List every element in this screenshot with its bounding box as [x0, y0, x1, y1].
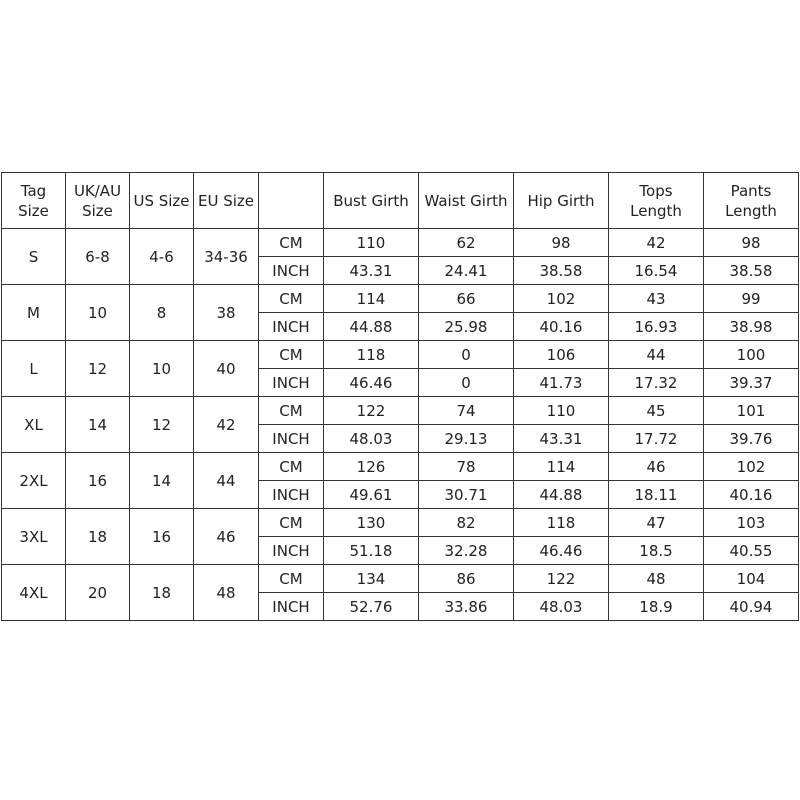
header-pants-length-line2: Length — [725, 201, 777, 220]
cell-bust-girth: 51.18 — [324, 537, 419, 565]
cell-hip-girth: 122 — [514, 565, 609, 593]
cell-uk-au-size: 18 — [66, 509, 130, 565]
cell-unit-cm: CM — [259, 397, 324, 425]
cell-tops-length: 44 — [609, 341, 704, 369]
cell-tops-length: 18.11 — [609, 481, 704, 509]
cell-bust-girth: 118 — [324, 341, 419, 369]
header-tag-size-line2: Size — [18, 201, 49, 220]
size-chart-table — [1, 172, 799, 621]
cell-waist-girth: 25.98 — [419, 313, 514, 341]
header-row — [2, 173, 799, 229]
cell-hip-girth: 110 — [514, 397, 609, 425]
header-uk-au-size-line2: Size — [82, 201, 113, 220]
cell-tops-length: 16.93 — [609, 313, 704, 341]
cell-tops-length: 18.9 — [609, 593, 704, 621]
cell-waist-girth: 74 — [419, 397, 514, 425]
table-row-cm — [2, 341, 799, 369]
cell-bust-girth: 44.88 — [324, 313, 419, 341]
cell-unit-inch: INCH — [259, 481, 324, 509]
header-tag-size-line1: Tag — [20, 181, 47, 200]
cell-waist-girth: 86 — [419, 565, 514, 593]
cell-pants-length: 39.76 — [704, 425, 799, 453]
cell-unit-cm: CM — [259, 285, 324, 313]
cell-tops-length: 42 — [609, 229, 704, 257]
cell-pants-length: 99 — [704, 285, 799, 313]
header-us-size: US Size — [130, 173, 194, 229]
cell-pants-length: 102 — [704, 453, 799, 481]
cell-tag-size: 3XL — [2, 509, 66, 565]
cell-pants-length: 40.94 — [704, 593, 799, 621]
cell-waist-girth: 0 — [419, 341, 514, 369]
cell-bust-girth: 126 — [324, 453, 419, 481]
cell-hip-girth: 106 — [514, 341, 609, 369]
cell-pants-length: 104 — [704, 565, 799, 593]
cell-hip-girth: 118 — [514, 509, 609, 537]
cell-hip-girth: 98 — [514, 229, 609, 257]
cell-uk-au-size: 20 — [66, 565, 130, 621]
cell-us-size: 10 — [130, 341, 194, 397]
cell-pants-length: 100 — [704, 341, 799, 369]
cell-waist-girth: 30.71 — [419, 481, 514, 509]
cell-unit-cm: CM — [259, 509, 324, 537]
cell-unit-cm: CM — [259, 229, 324, 257]
cell-bust-girth: 52.76 — [324, 593, 419, 621]
cell-eu-size: 40 — [194, 341, 259, 397]
header-pants-length — [704, 173, 799, 229]
header-waist-girth: Waist Girth — [419, 173, 514, 229]
cell-waist-girth: 24.41 — [419, 257, 514, 285]
cell-hip-girth: 41.73 — [514, 369, 609, 397]
cell-pants-length: 39.37 — [704, 369, 799, 397]
cell-bust-girth: 114 — [324, 285, 419, 313]
cell-unit-inch: INCH — [259, 257, 324, 285]
header-tops-length — [609, 173, 704, 229]
cell-tops-length: 43 — [609, 285, 704, 313]
cell-eu-size: 42 — [194, 397, 259, 453]
cell-bust-girth: 48.03 — [324, 425, 419, 453]
table-row-cm — [2, 565, 799, 593]
cell-pants-length: 40.55 — [704, 537, 799, 565]
cell-tag-size: 2XL — [2, 453, 66, 509]
cell-unit-cm: CM — [259, 453, 324, 481]
cell-hip-girth: 38.58 — [514, 257, 609, 285]
table-row-cm — [2, 229, 799, 257]
cell-us-size: 14 — [130, 453, 194, 509]
cell-tops-length: 48 — [609, 565, 704, 593]
cell-eu-size: 46 — [194, 509, 259, 565]
cell-waist-girth: 0 — [419, 369, 514, 397]
cell-unit-inch: INCH — [259, 593, 324, 621]
cell-waist-girth: 62 — [419, 229, 514, 257]
cell-bust-girth: 130 — [324, 509, 419, 537]
cell-tag-size: S — [2, 229, 66, 285]
cell-tag-size: XL — [2, 397, 66, 453]
cell-pants-length: 98 — [704, 229, 799, 257]
header-tops-length-line2: Length — [630, 201, 682, 220]
cell-waist-girth: 32.28 — [419, 537, 514, 565]
cell-unit-inch: INCH — [259, 369, 324, 397]
cell-unit-cm: CM — [259, 341, 324, 369]
cell-tag-size: 4XL — [2, 565, 66, 621]
cell-eu-size: 34-36 — [194, 229, 259, 285]
cell-tops-length: 17.32 — [609, 369, 704, 397]
cell-pants-length: 38.98 — [704, 313, 799, 341]
cell-tag-size: L — [2, 341, 66, 397]
cell-uk-au-size: 14 — [66, 397, 130, 453]
cell-us-size: 12 — [130, 397, 194, 453]
cell-bust-girth: 46.46 — [324, 369, 419, 397]
cell-us-size: 4-6 — [130, 229, 194, 285]
cell-uk-au-size: 12 — [66, 341, 130, 397]
cell-tops-length: 45 — [609, 397, 704, 425]
header-tag-size — [2, 173, 66, 229]
cell-unit-inch: INCH — [259, 313, 324, 341]
header-uk-au-size-line1: UK/AU — [73, 181, 122, 200]
cell-pants-length: 101 — [704, 397, 799, 425]
cell-bust-girth: 110 — [324, 229, 419, 257]
cell-tops-length: 46 — [609, 453, 704, 481]
cell-hip-girth: 114 — [514, 453, 609, 481]
cell-hip-girth: 46.46 — [514, 537, 609, 565]
cell-us-size: 8 — [130, 285, 194, 341]
cell-bust-girth: 43.31 — [324, 257, 419, 285]
header-pants-length-line1: Pants — [730, 181, 772, 200]
header-uk-au-size — [66, 173, 130, 229]
cell-hip-girth: 102 — [514, 285, 609, 313]
table-row-cm — [2, 453, 799, 481]
cell-bust-girth: 134 — [324, 565, 419, 593]
cell-eu-size: 48 — [194, 565, 259, 621]
header-tops-length-line1: Tops — [639, 181, 673, 200]
cell-pants-length: 38.58 — [704, 257, 799, 285]
cell-hip-girth: 43.31 — [514, 425, 609, 453]
cell-tops-length: 17.72 — [609, 425, 704, 453]
cell-bust-girth: 49.61 — [324, 481, 419, 509]
cell-hip-girth: 44.88 — [514, 481, 609, 509]
cell-waist-girth: 66 — [419, 285, 514, 313]
cell-pants-length: 103 — [704, 509, 799, 537]
cell-tops-length: 47 — [609, 509, 704, 537]
cell-hip-girth: 40.16 — [514, 313, 609, 341]
cell-uk-au-size: 10 — [66, 285, 130, 341]
cell-waist-girth: 82 — [419, 509, 514, 537]
cell-hip-girth: 48.03 — [514, 593, 609, 621]
header-eu-size: EU Size — [194, 173, 259, 229]
table-row-cm — [2, 285, 799, 313]
cell-waist-girth: 29.13 — [419, 425, 514, 453]
cell-unit-inch: INCH — [259, 537, 324, 565]
table-row-cm — [2, 509, 799, 537]
cell-waist-girth: 33.86 — [419, 593, 514, 621]
cell-pants-length: 40.16 — [704, 481, 799, 509]
cell-unit-inch: INCH — [259, 425, 324, 453]
table-row-cm — [2, 397, 799, 425]
cell-waist-girth: 78 — [419, 453, 514, 481]
header-hip-girth: Hip Girth — [514, 173, 609, 229]
cell-us-size: 16 — [130, 509, 194, 565]
cell-unit-cm: CM — [259, 565, 324, 593]
cell-bust-girth: 122 — [324, 397, 419, 425]
cell-tag-size: M — [2, 285, 66, 341]
header-unit — [259, 173, 324, 229]
header-bust-girth: Bust Girth — [324, 173, 419, 229]
cell-tops-length: 18.5 — [609, 537, 704, 565]
cell-uk-au-size: 6-8 — [66, 229, 130, 285]
cell-us-size: 18 — [130, 565, 194, 621]
cell-uk-au-size: 16 — [66, 453, 130, 509]
cell-eu-size: 38 — [194, 285, 259, 341]
cell-eu-size: 44 — [194, 453, 259, 509]
cell-tops-length: 16.54 — [609, 257, 704, 285]
